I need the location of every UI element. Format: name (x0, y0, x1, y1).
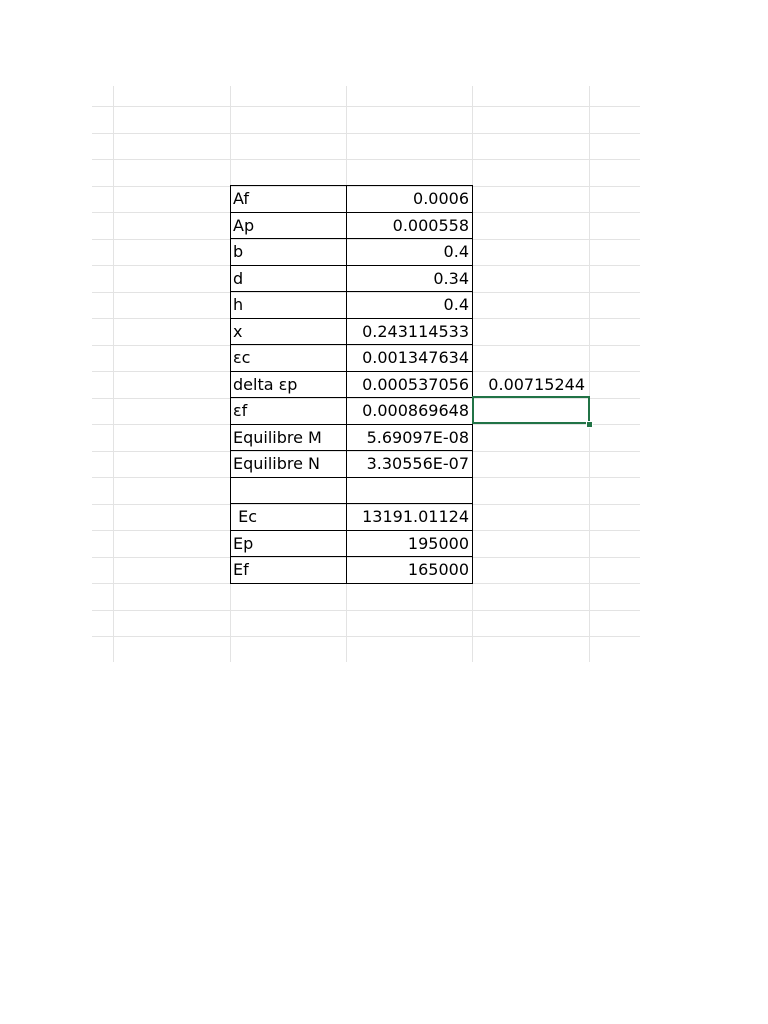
row-extra-cell[interactable] (472, 212, 589, 239)
row-value-cell[interactable]: 0.34 (433, 269, 469, 288)
row-value-cell[interactable]: 0.243114533 (362, 322, 469, 341)
row-extra-cell[interactable] (472, 424, 589, 451)
row-label-cell[interactable]: x (233, 322, 243, 341)
row-value-cell[interactable]: 0.0006 (413, 189, 469, 208)
gridline-horizontal (92, 106, 640, 107)
gridline-horizontal (92, 610, 640, 611)
row-extra-cell[interactable]: 0.00715244 (488, 375, 585, 394)
row-value-cell[interactable]: 0.4 (443, 242, 469, 261)
row-value-cell[interactable]: 0.000869648 (362, 401, 469, 420)
row-value-cell[interactable]: 5.69097E-08 (366, 428, 469, 447)
row-extra-cell[interactable] (472, 503, 589, 530)
table-border-horizontal (230, 583, 472, 584)
row-value-cell[interactable]: 0.4 (443, 295, 469, 314)
gridline-horizontal (92, 636, 640, 637)
row-value-cell[interactable]: 3.30556E-07 (366, 454, 469, 473)
row-label-cell[interactable]: Ap (233, 216, 255, 235)
row-label-cell[interactable] (230, 477, 346, 504)
row-extra-cell[interactable] (472, 265, 589, 292)
row-extra-cell[interactable] (472, 450, 589, 477)
selected-cell[interactable] (472, 396, 590, 424)
row-label-cell[interactable]: εc (233, 348, 251, 367)
row-label-cell[interactable]: εf (233, 401, 248, 420)
row-value-cell[interactable]: 195000 (407, 534, 469, 553)
row-extra-cell[interactable] (472, 477, 589, 504)
row-extra-cell[interactable] (472, 291, 589, 318)
row-label-cell[interactable]: Ep (233, 534, 254, 553)
row-label-cell[interactable]: delta εp (233, 375, 298, 394)
row-label-cell[interactable]: Ec (233, 507, 257, 526)
fill-handle[interactable] (586, 421, 593, 428)
row-extra-cell[interactable] (472, 344, 589, 371)
row-label-cell[interactable]: h (233, 295, 244, 314)
row-label-cell[interactable]: Ef (233, 560, 249, 579)
row-value-cell[interactable] (346, 477, 472, 504)
row-label-cell[interactable]: Equilibre M (233, 428, 322, 447)
row-label-cell[interactable]: b (233, 242, 244, 261)
row-label-cell[interactable]: Equilibre N (233, 454, 321, 473)
row-extra-cell[interactable] (472, 530, 589, 557)
row-extra-cell[interactable] (472, 318, 589, 345)
row-value-cell[interactable]: 0.000558 (392, 216, 469, 235)
row-extra-cell[interactable] (472, 556, 589, 583)
gridline-vertical (113, 86, 114, 662)
row-value-cell[interactable]: 165000 (407, 560, 469, 579)
gridline-horizontal (92, 159, 640, 160)
gridline-horizontal (92, 133, 640, 134)
row-extra-cell[interactable] (472, 238, 589, 265)
row-extra-cell[interactable] (472, 185, 589, 212)
gridline-vertical (589, 86, 590, 662)
row-label-cell[interactable]: Af (233, 189, 250, 208)
row-value-cell[interactable]: 0.001347634 (362, 348, 469, 367)
row-value-cell[interactable]: 0.000537056 (362, 375, 469, 394)
row-label-cell[interactable]: d (233, 269, 244, 288)
row-value-cell[interactable]: 13191.01124 (362, 507, 469, 526)
